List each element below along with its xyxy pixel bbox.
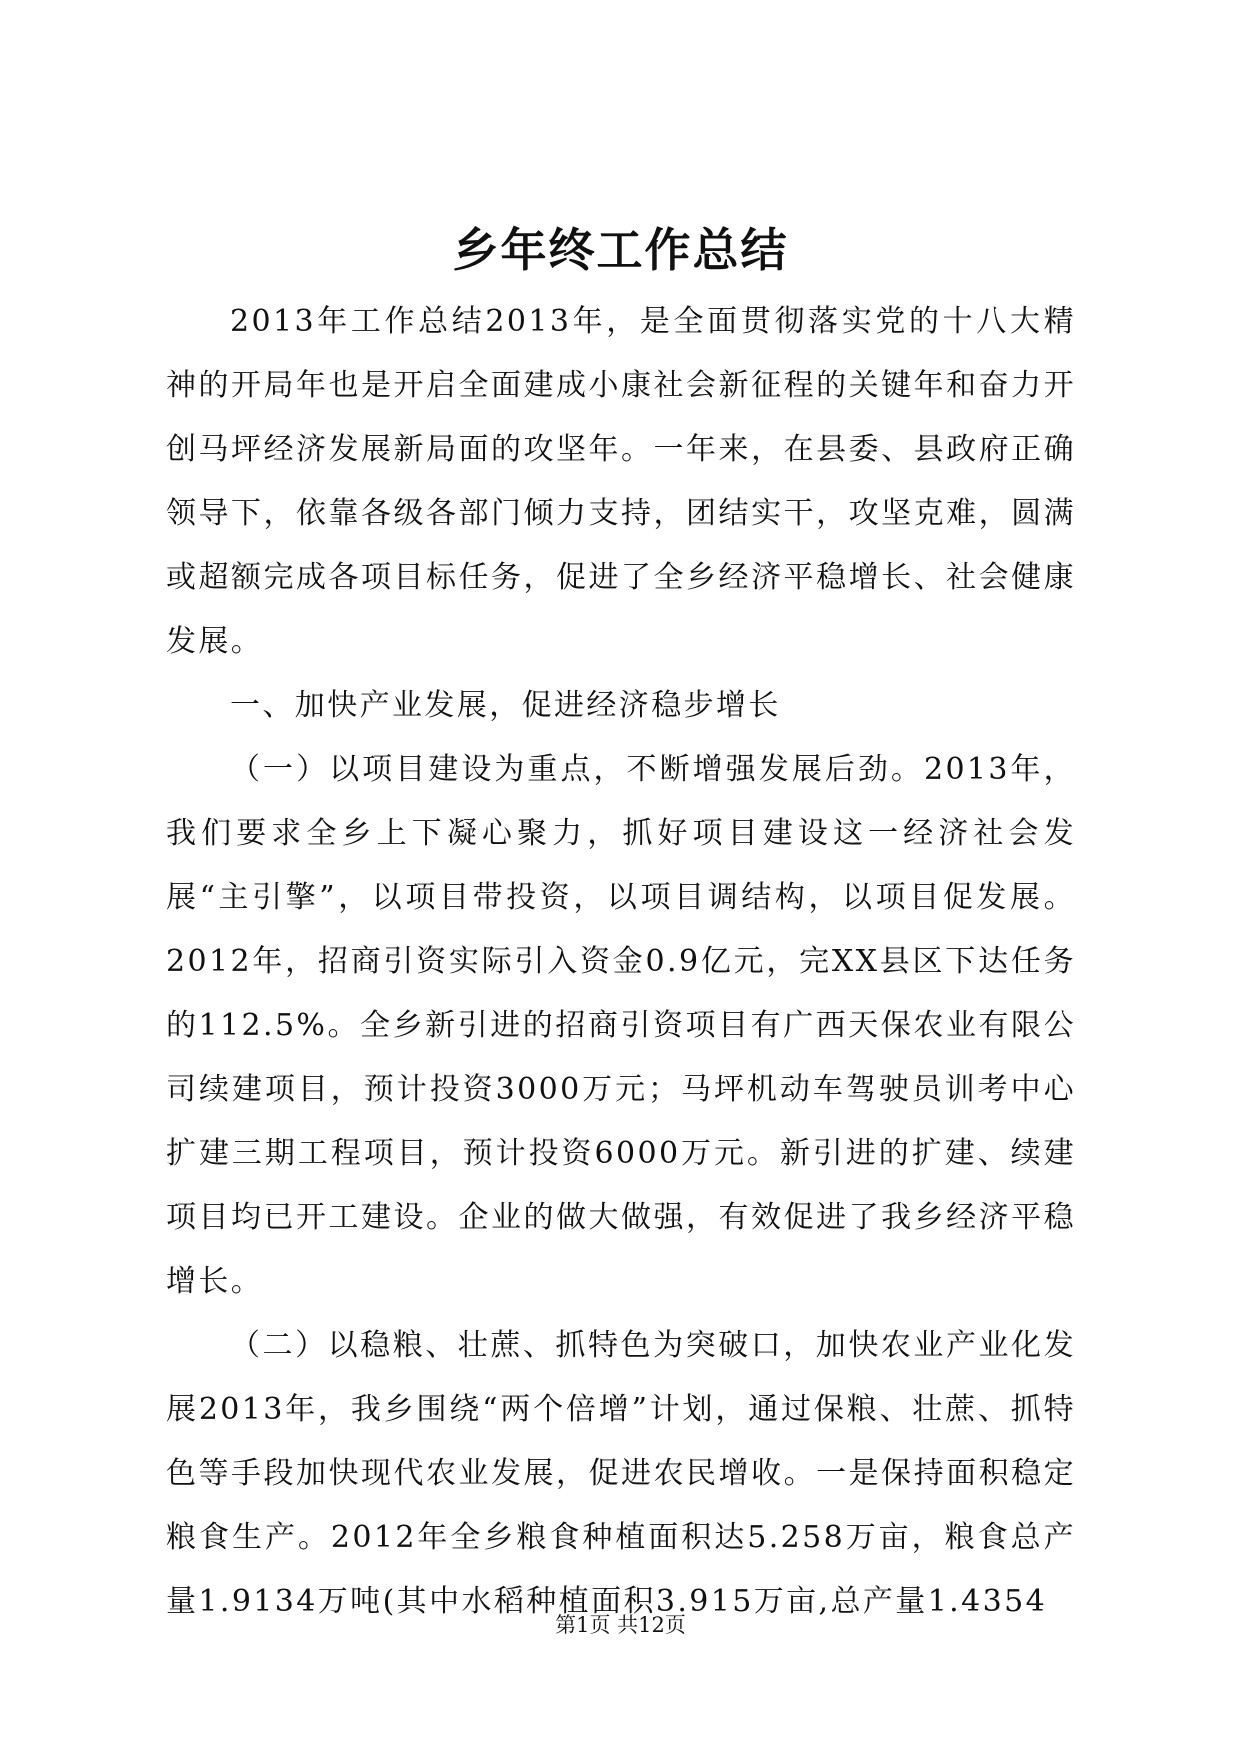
paragraph-subsection-1: （一）以项目建设为重点，不断增强发展后劲。2013年，我们要求全乡上下凝心聚力，抓好项目建设这一经济社会发展“主引擎”，以项目带投资，以项目调结构，以项目促发展。2012年，招商引资实际引入资金0.9亿元，完XX县区下达任务的112.5%。全乡新引进的招商引资项目有广西天保农业有限公司续建项目，预计投资3000万元；马坪机动车驾驶员训考中心扩建三期工程项目，预计投资6000万元。新引进的扩建、续建项目均已开工建设。企业的做大做强，有效促进了我乡经济平稳增长。 bbox=[166, 752, 1076, 1299]
document-body bbox=[166, 290, 1076, 1634]
section-heading-1: 一、加快产业发展，促进经济稳步增长 bbox=[230, 688, 781, 723]
page-number-footer: 第1页 共12页 bbox=[555, 1613, 686, 1637]
paragraph-intro: 2013年工作总结2013年，是全面贯彻落实党的十八大精神的开局年也是开启全面建成小康社会新征程的关键年和奋力开创马坪经济发展新局面的攻坚年。一年来，在县委、县政府正确领导下，依靠各级各部门倾力支持，团结实干，攻坚克难，圆满或超额完成各项目标任务，促进了全乡经济平稳增长、社会健康发展。 bbox=[166, 304, 1076, 659]
paragraph-subsection-2: （二）以稳粮、壮蔗、抓特色为突破口，加快农业产业化发展2013年，我乡围绕“两个倍增”计划，通过保粮、壮蔗、抓特色等手段加快现代农业发展，促进农民增收。一是保持面积稳定粮食生产。2012年全乡粮食种植面积达5.258万亩，粮食总产量1.9134万吨(其中水稻种植面积3.915万亩,总产量1.4354 bbox=[166, 1328, 1076, 1619]
document-title: 乡年终工作总结 bbox=[452, 223, 789, 277]
